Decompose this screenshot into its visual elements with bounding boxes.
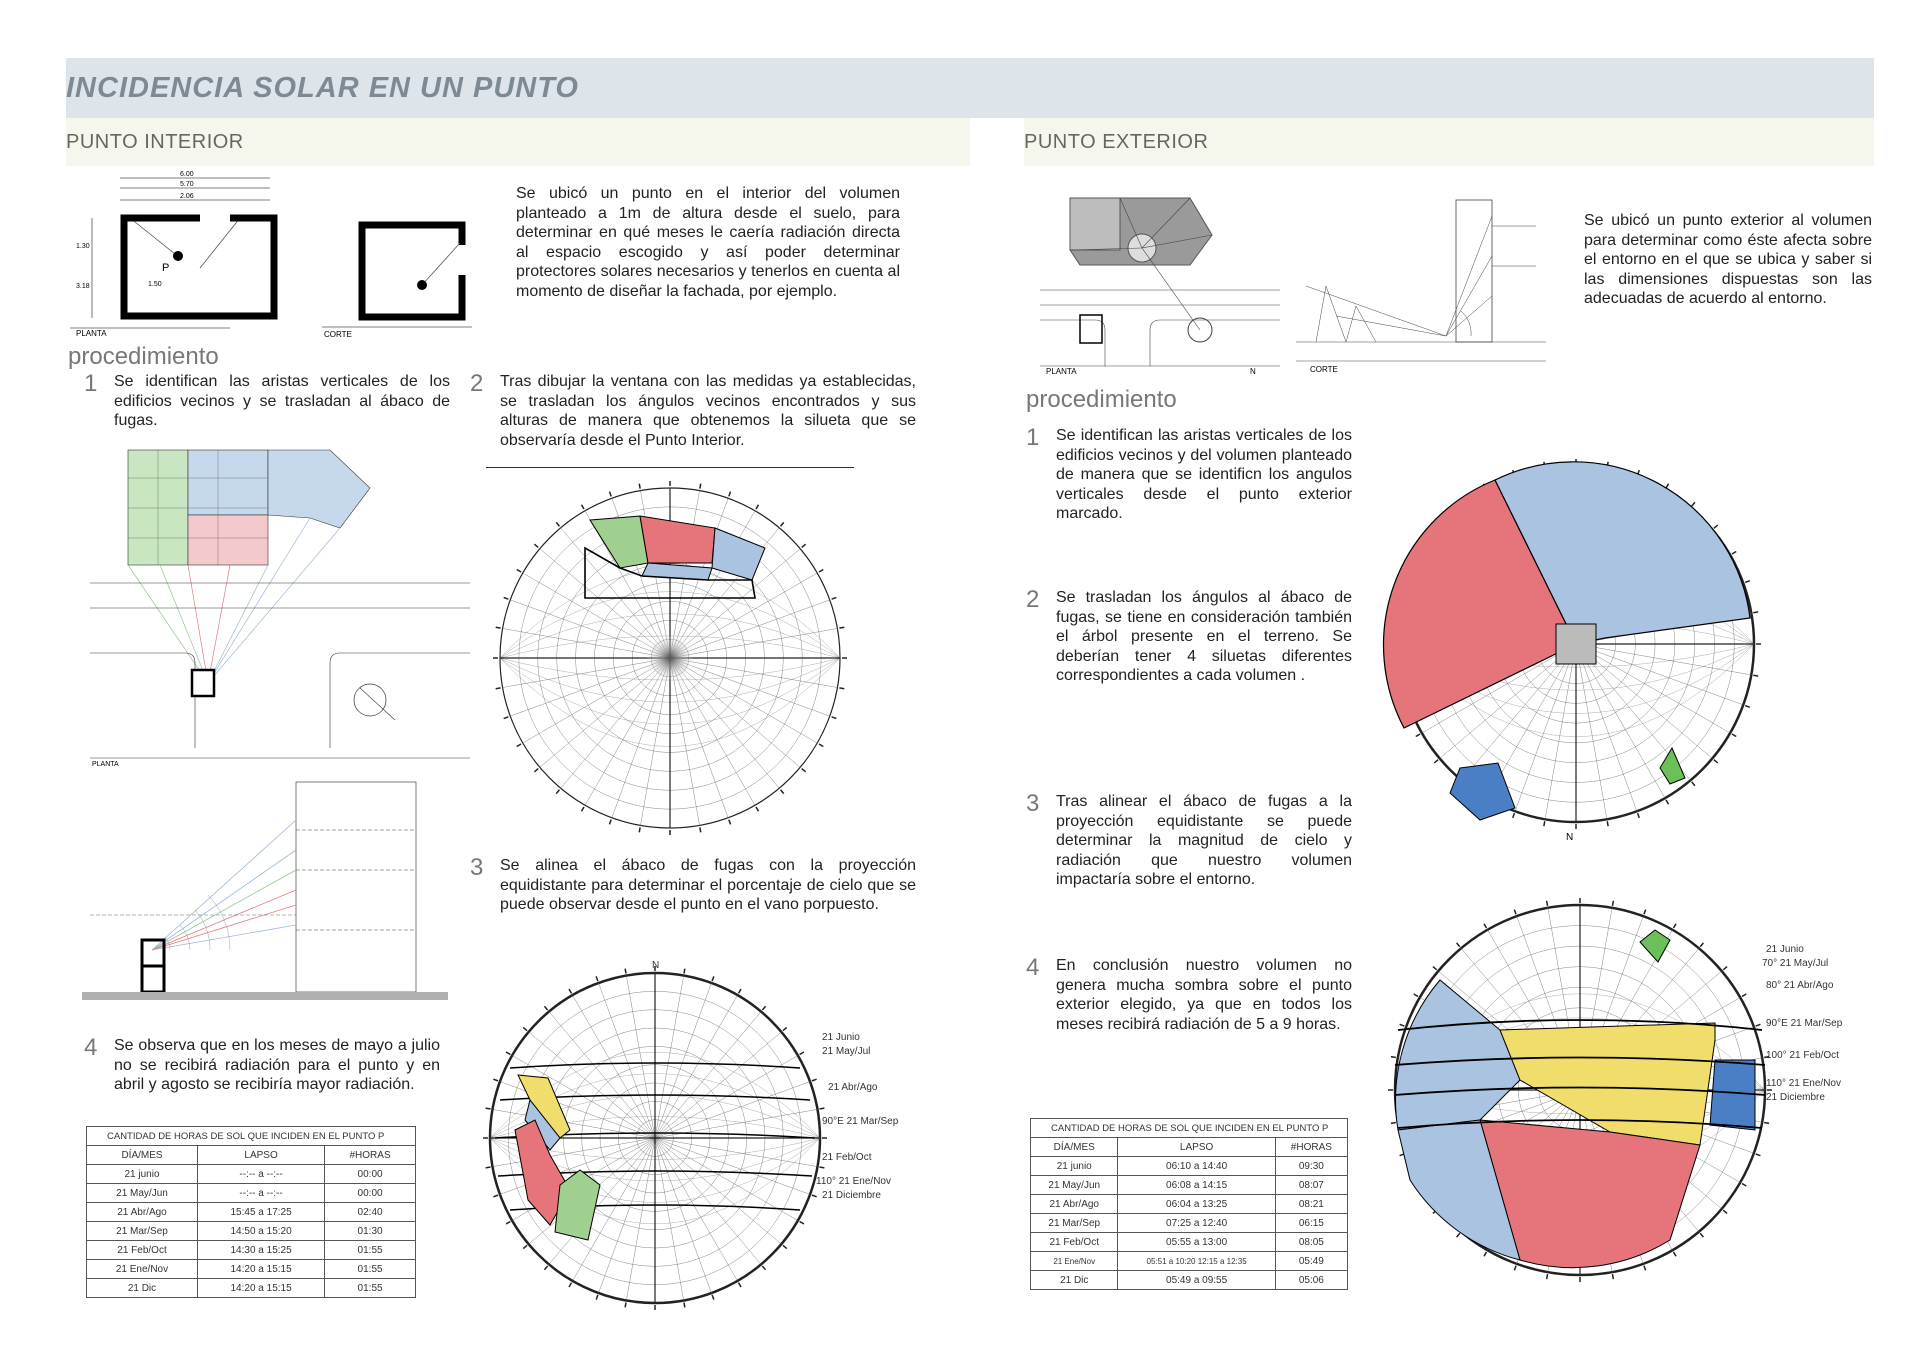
dim-label: 2.06	[180, 193, 194, 200]
table-header-row	[1031, 1138, 1348, 1157]
interior-sky-mask-chart	[490, 468, 850, 840]
step-number: 4	[1026, 954, 1040, 981]
exterior-section-sketch	[1296, 196, 1546, 376]
table-header: LAPSO	[1118, 1138, 1275, 1157]
table-header: #HORAS	[325, 1146, 416, 1165]
table-row: 21 Mar/Sep 07:25 a 12:40 06:15	[1031, 1214, 1348, 1233]
table-row: 21 Ene/Nov 05:51 a 10:20 12:15 a 12:35 05:49	[1031, 1252, 1348, 1271]
table-header: DÍA/MES	[1031, 1138, 1118, 1157]
interior-section-sketch	[322, 215, 472, 340]
table-row: 21 Dic 14:20 a 15:15 01:55	[87, 1279, 416, 1298]
table-row: 21 junio --:-- a --:-- 00:00	[87, 1165, 416, 1184]
dim-label: 6.00	[180, 171, 194, 178]
interior-site-plan	[90, 448, 470, 768]
sun-path-label: 21 Junio	[1766, 944, 1804, 955]
interior-sun-path-chart	[470, 950, 930, 1308]
dim-label: 5.70	[180, 181, 194, 188]
section-label: CORTE	[324, 330, 352, 339]
left-step-4	[84, 1036, 440, 1095]
section-label: CORTE	[1310, 365, 1338, 374]
table-header-row	[87, 1146, 416, 1165]
step-number: 2	[470, 370, 484, 397]
table-caption: CANTIDAD DE HORAS DE SOL QUE INCIDEN EN EL PUNTO P	[1031, 1119, 1348, 1138]
exterior-sky-mask-chart	[1380, 448, 1772, 848]
right-step-2	[1026, 588, 1352, 686]
right-procedure-heading: procedimiento	[1026, 386, 1177, 413]
dim-label: 1.30	[76, 243, 90, 250]
right-step-4	[1026, 956, 1352, 1034]
step-text: Tras dibujar la ventana con las medidas ya establecidas, se trasladan los ángulos vecinos encontrados y sus alturas de manera que obtenemos la silueta que se observaría desde el Punto Interior.	[500, 373, 916, 449]
right-step-1	[1026, 426, 1352, 524]
right-sun-hours-table	[1030, 1118, 1348, 1290]
left-sun-hours-table	[86, 1126, 416, 1298]
right-intro-text: Se ubicó un punto exterior al volumen para determinar como éste afecta sobre el entorno en el que se ubica y saber si las dimensiones dispuestas son las adecuadas de acuerdo al entorno.	[1584, 212, 1872, 307]
sun-path-label: 21 Junio	[822, 1032, 860, 1043]
table-row: 21 May/Jun 06:08 a 14:15 08:07	[1031, 1176, 1348, 1195]
sun-path-label: 90°E 21 Mar/Sep	[1766, 1018, 1843, 1029]
right-step-3	[1026, 792, 1352, 890]
left-step-3	[470, 856, 916, 915]
north-label: N	[1250, 367, 1256, 376]
sun-path-label: 21 Abr/Ago	[828, 1082, 878, 1093]
step-number: 1	[84, 370, 98, 397]
step-number: 3	[1026, 790, 1040, 817]
step-text: Se alinea el ábaco de fugas con la proyección equidistante para determinar el porcentaje de cielo que se puede observar desde el punto en el vano porpuesto.	[500, 857, 916, 913]
left-step-1	[84, 372, 450, 431]
step-number: 3	[470, 854, 484, 881]
sun-path-label: 80° 21 Abr/Ago	[1766, 980, 1834, 991]
step-text: Se observa que en los meses de mayo a julio no se recibirá radiación para el punto y en abril y agosto se recibiría mayor radiación.	[114, 1037, 440, 1093]
sun-path-label: 90°E 21 Mar/Sep	[822, 1116, 899, 1127]
sun-path-label: 21 Diciembre	[822, 1190, 881, 1201]
step-text: Se trasladan los ángulos al ábaco de fugas, se tiene en consideración también el árbol presente en el terreno. Se deberían tener 4 siluetas diferentes correspondientes a cada volumen .	[1056, 589, 1352, 684]
step-number: 4	[84, 1034, 98, 1061]
sun-path-label: 21 Diciembre	[1766, 1092, 1825, 1103]
table-header: LAPSO	[198, 1146, 325, 1165]
table-row: 21 Dic 05:49 a 09:55 05:06	[1031, 1271, 1348, 1290]
table-row: 21 Mar/Sep 14:50 a 15:20 01:30	[87, 1222, 416, 1241]
sun-path-label: 110° 21 Ene/Nov	[816, 1176, 891, 1187]
page-title: INCIDENCIA SOLAR EN UN PUNTO	[66, 72, 579, 104]
left-heading: PUNTO INTERIOR	[66, 131, 244, 153]
table-row: 21 Feb/Oct 14:30 a 15:25 01:55	[87, 1241, 416, 1260]
sun-path-label: 21 Feb/Oct	[822, 1152, 872, 1163]
plan-label: PLANTA	[76, 329, 107, 338]
left-step-2	[470, 372, 916, 450]
sun-path-label: 70° 21 May/Jul	[1762, 958, 1829, 969]
table-row: 21 Abr/Ago 15:45 a 17:25 02:40	[87, 1203, 416, 1222]
sun-path-label: 100° 21 Feb/Oct	[1766, 1050, 1839, 1061]
exterior-plan-sketch	[1040, 190, 1280, 376]
step-text: Se identifican las aristas verticales de los edificios vecinos y del volumen planteado de manera que se identificn los angulos verticales desde el punto exterior marcado.	[1056, 427, 1352, 522]
sun-path-label: 21 May/Jul	[822, 1046, 871, 1057]
table-caption: CANTIDAD DE HORAS DE SOL QUE INCIDEN EN EL PUNTO P	[87, 1127, 416, 1146]
step-text: Se identifican las aristas verticales de los edificios vecinos y se trasladan al ábaco de fugas.	[114, 373, 450, 429]
step-number: 2	[1026, 586, 1040, 613]
north-label: N	[1566, 832, 1574, 843]
table-row: 21 junio 06:10 a 14:40 09:30	[1031, 1157, 1348, 1176]
north-label: N	[652, 960, 660, 971]
plan-label: PLANTA	[1046, 367, 1077, 376]
exterior-sun-path-chart	[1370, 880, 1843, 1300]
plan-label: PLANTA	[92, 761, 119, 768]
table-row: 21 Ene/Nov 14:20 a 15:15 01:55	[87, 1260, 416, 1279]
dim-label: 3.18	[76, 283, 90, 290]
table-header: #HORAS	[1275, 1138, 1347, 1157]
table-row: 21 May/Jun --:-- a --:-- 00:00	[87, 1184, 416, 1203]
point-p-label: P	[162, 262, 170, 274]
sun-path-label: 110° 21 Ene/Nov	[1766, 1078, 1841, 1089]
table-header: DÍA/MES	[87, 1146, 198, 1165]
step-text: Tras alinear el ábaco de fugas a la proyección equidistante se puede determinar la magnitud de cielo y radiación que nuestro volumen impactaría sobre el entorno.	[1056, 793, 1352, 888]
step-number: 1	[1026, 424, 1040, 451]
right-heading: PUNTO EXTERIOR	[1024, 131, 1209, 153]
dim-label: 1.50	[148, 281, 162, 288]
interior-section-rays	[80, 780, 450, 1006]
table-row: 21 Abr/Ago 06:04 a 13:25 08:21	[1031, 1195, 1348, 1214]
interior-plan-sketch	[70, 168, 290, 340]
left-intro-text: Se ubicó un punto en el interior del volumen planteado a 1m de altura desde el suelo, para determinar en qué meses le caería radiación directa al espacio escogido y así poder determinar protectores solares necesarios y tenerlos en cuenta al momento de diseñar la fachada, por ejemplo.	[516, 185, 900, 300]
table-row: 21 Feb/Oct 05:55 a 13:00 08:05	[1031, 1233, 1348, 1252]
left-procedure-heading: procedimiento	[68, 343, 219, 370]
step-text: En conclusión nuestro volumen no genera mucha sombra sobre el punto exterior elegido, ya que en todos los meses recibirá radiación de 5 a 9 horas.	[1056, 957, 1352, 1033]
